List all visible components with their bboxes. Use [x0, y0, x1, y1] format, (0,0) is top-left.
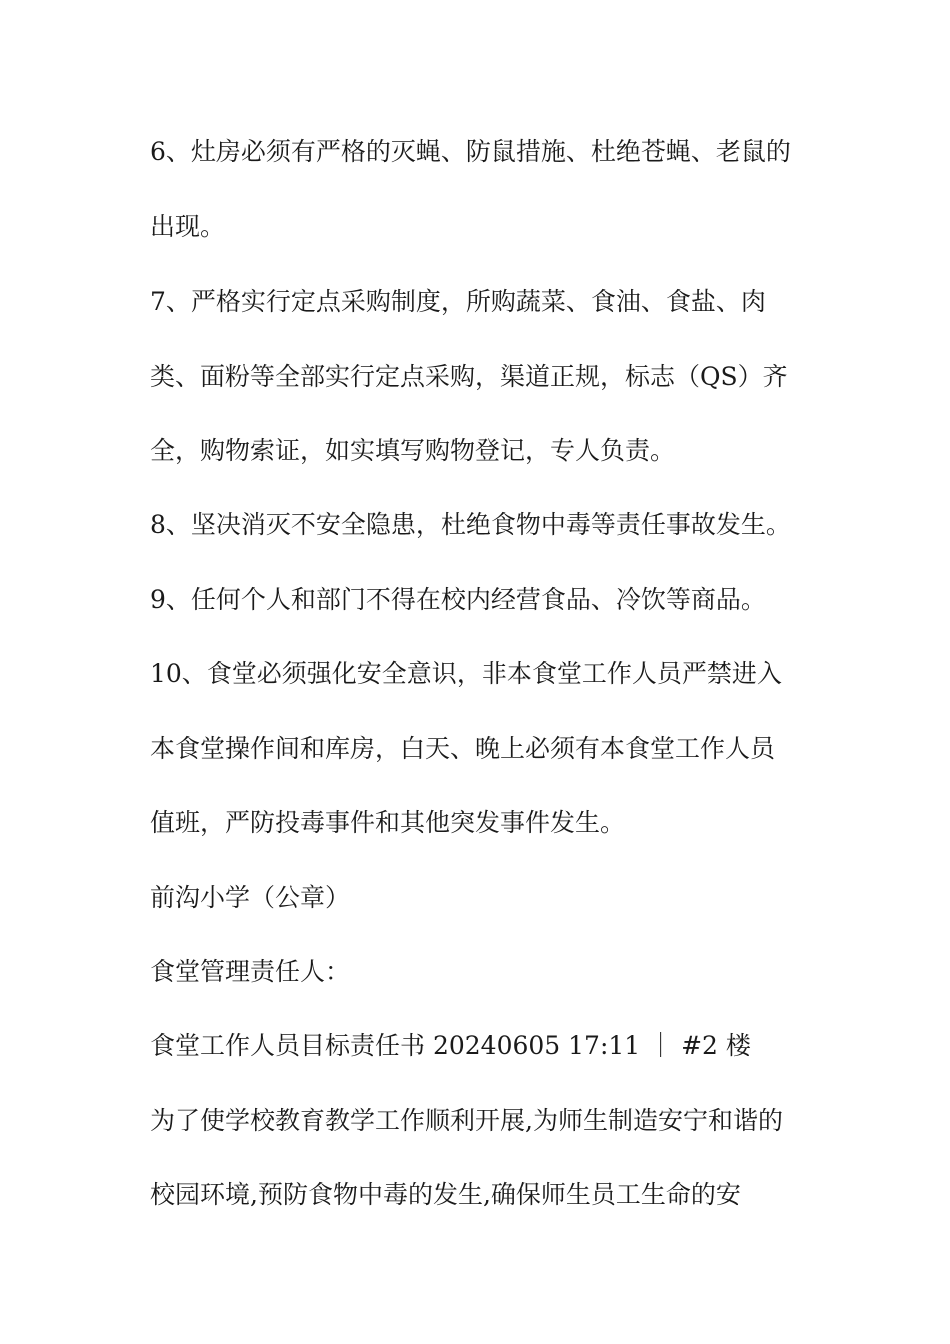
rule-6-line-2: 出现。	[150, 212, 226, 241]
rule-10-line-1: 10、食堂必须强化安全意识，非本食堂工作人员严禁进入	[150, 659, 782, 688]
post-header-line: 食堂工作人员目标责任书 20240605 17:11 ｜ #2 楼	[150, 1031, 751, 1060]
rule-10-line-3: 值班，严防投毒事件和其他突发事件发生。	[150, 808, 626, 837]
intro-line-1: 为了使学校教育教学工作顺利开展,为师生制造安宁和谐的	[150, 1106, 783, 1135]
rule-7-line-3: 全，购物索证，如实填写购物登记，专人负责。	[150, 436, 676, 465]
rule-8-line: 8、坚决消灭不安全隐患，杜绝食物中毒等责任事故发生。	[150, 510, 791, 539]
canteen-manager-line: 食堂管理责任人：	[150, 957, 351, 986]
school-seal-line: 前沟小学（公章）	[150, 883, 351, 912]
rule-9-line: 9、任何个人和部门不得在校内经营食品、冷饮等商品。	[150, 585, 766, 614]
rule-10-line-2: 本食堂操作间和库房，白天、晚上必须有本食堂工作人员	[150, 734, 776, 763]
intro-line-2: 校园环境,预防食物中毒的发生,确保师生员工生命的安	[150, 1180, 741, 1209]
rule-7-line-1: 7、严格实行定点采购制度，所购蔬菜、食油、食盐、肉	[150, 287, 766, 316]
rule-7-line-2: 类、面粉等全部实行定点采购，渠道正规，标志（QS）齐	[150, 362, 788, 391]
rule-6-line-1: 6、灶房必须有严格的灭蝇、防鼠措施、杜绝苍蝇、老鼠的	[150, 137, 791, 166]
